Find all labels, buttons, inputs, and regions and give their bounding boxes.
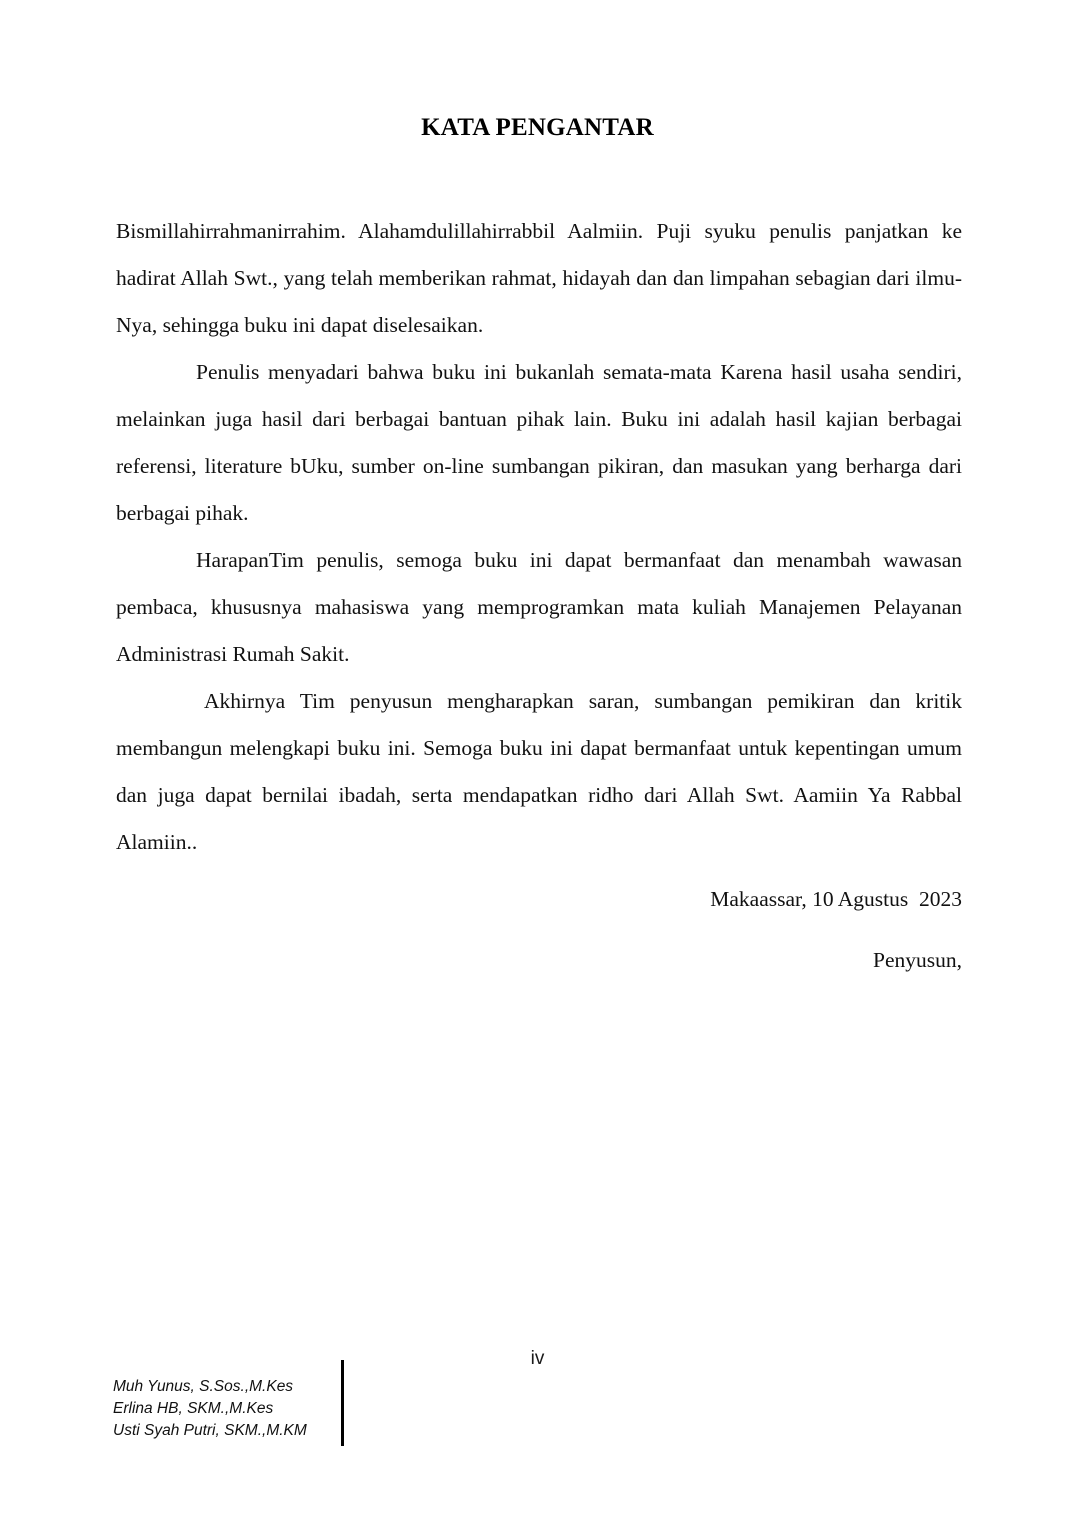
footer-author: Usti Syah Putri, SKM.,M.KM bbox=[113, 1422, 307, 1439]
footer-divider-rule bbox=[341, 1360, 344, 1446]
signature-place-date: Makaassar, 10 Agustus 2023 bbox=[710, 887, 962, 911]
paragraph: Bismillahirrahmanirrahim. Alahamdulillahirrabbil Aalmiin. Puji syuku penulis panjatkan ke hadirat Allah Swt., yang telah memberikan rahmat, hidayah dan dan limpahan sebagian dari ilmu-Nya, sehingga buku ini dapat diselesaikan. bbox=[116, 219, 968, 337]
footer-author-list bbox=[113, 1362, 373, 1442]
page-number: iv bbox=[530, 1348, 545, 1369]
paragraph: Akhirnya Tim penyusun mengharapkan saran, sumbangan pemikiran dan kritik membangun melengkapi buku ini. Semoga buku ini dapat bermanfaat untuk kepentingan umum dan juga dapat bernilai ibadah, serta mendapatkan ridho dari Allah Swt. Aamiin Ya Rabbal Alamiin.. bbox=[116, 689, 968, 854]
page-title: KATA PENGANTAR bbox=[421, 114, 654, 141]
paragraph: HarapanTim penulis, semoga buku ini dapat bermanfaat dan menambah wawasan pembaca, khususnya mahasiswa yang memprogramkan mata kuliah Manajemen Pelayanan Administrasi Rumah Sakit. bbox=[116, 548, 968, 666]
footer-author: Muh Yunus, S.Sos.,M.Kes bbox=[113, 1378, 294, 1395]
body-content bbox=[116, 208, 968, 866]
footer-author: Erlina HB, SKM.,M.Kes bbox=[113, 1400, 274, 1417]
signature-role: Penyusun, bbox=[873, 948, 962, 972]
paragraph: Penulis menyadari bahwa buku ini bukanlah semata-mata Karena hasil usaha sendiri, melainkan juga hasil dari berbagai bantuan pihak lain. Buku ini adalah hasil kajian berbagai referensi, literature bUku, sumber on-line sumbangan pikiran, dan masukan yang berharga dari berbagai pihak. bbox=[116, 360, 968, 525]
signature-block bbox=[116, 876, 962, 984]
footer bbox=[113, 1362, 373, 1442]
